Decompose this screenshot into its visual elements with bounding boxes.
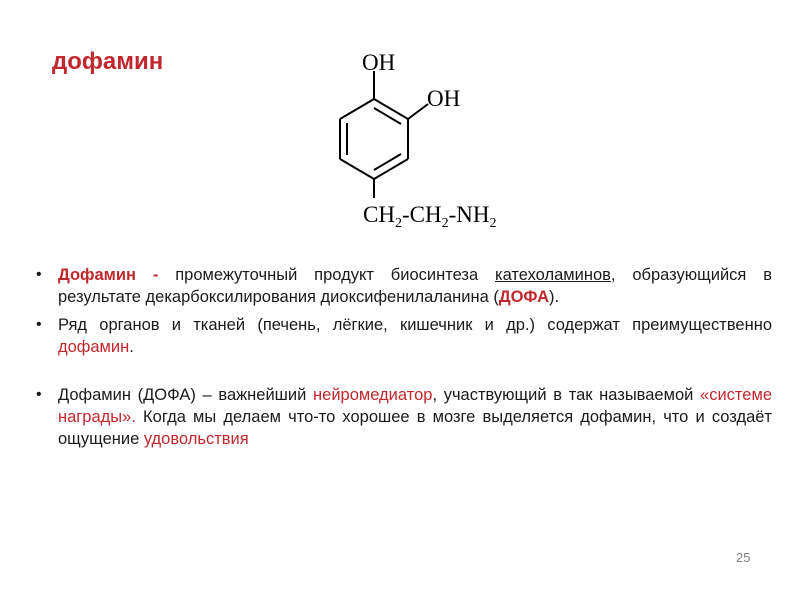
chain-sub: 2 [489, 216, 497, 231]
text-span: . [129, 338, 134, 356]
ring-bond [374, 159, 408, 179]
chain-sub: 2 [441, 216, 449, 231]
dopamine-structural-formula [330, 40, 590, 240]
term-pleasure: удовольствия [143, 430, 249, 448]
ethylamine-chain-label [363, 202, 496, 231]
text-span: Когда мы делаем что-то хорошее в мозге выделяется дофамин, что и создаёт ощущение [58, 408, 772, 448]
text-span: промежуточный продукт биосинтеза [158, 266, 496, 284]
benzene-ring [340, 71, 428, 198]
oh-right-label: OH [427, 86, 461, 111]
chain-ch: -CH [401, 202, 442, 227]
chain-ch: CH [363, 202, 395, 227]
term-dopa: ДОФА [498, 288, 550, 306]
text-span: , участвующий в так называемой [432, 386, 701, 404]
ring-double-bond [374, 108, 401, 124]
page-number: 25 [736, 550, 751, 565]
term-dopamine-highlight: дофамин [58, 338, 130, 356]
dopamine-molecule-diagram [330, 40, 590, 240]
chain-nh: -NH [448, 202, 490, 227]
term-dopamine: Дофамин - [58, 266, 159, 284]
chain-sub: 2 [394, 216, 402, 231]
bullet-list [32, 264, 772, 456]
ring-bond [340, 159, 374, 179]
term-reward-system: «системе награды». [58, 386, 772, 426]
bullet-item [32, 314, 772, 358]
bullet-item [32, 264, 772, 308]
text-span: Ряд органов и тканей (печень, лёгкие, кишечник и др.) содержат преимущественно [58, 316, 772, 334]
text-span: Дофамин (ДОФА) – важнейший [58, 386, 314, 404]
ring-bond [374, 99, 408, 119]
oh-top-label: OH [362, 50, 396, 75]
ring-bond [340, 99, 374, 119]
text-span: ). [549, 288, 560, 306]
text-span: , образующийся в результате декарбоксилирования диоксифенилаланина ( [58, 266, 772, 306]
term-neurotransmitter: нейромедиатор [313, 386, 433, 404]
bullet-item [32, 384, 772, 450]
term-catecholamines: катехоламинов [495, 266, 611, 284]
bond-to-oh-right [408, 104, 428, 119]
ring-double-bond [374, 154, 401, 170]
slide-title: дофамин [52, 48, 164, 75]
